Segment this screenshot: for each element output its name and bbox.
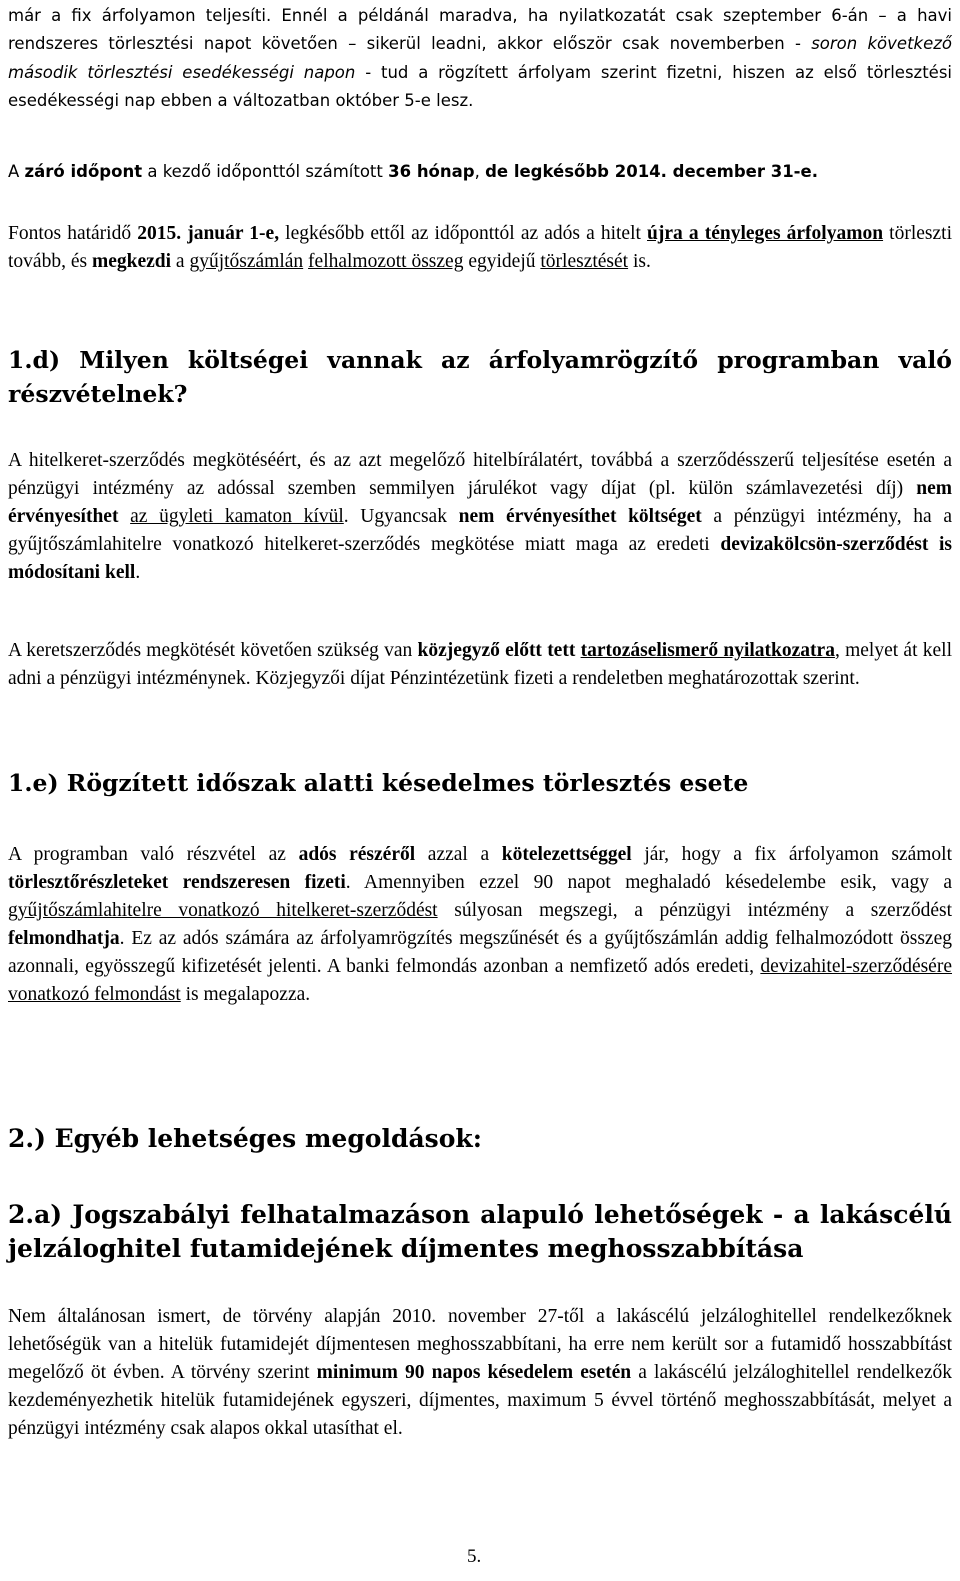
paragraph-late-payment: A programban való részvétel az adós részéről azzal a kötelezettséggel jár, hogy a fix árfolyamon számolt törlesztőrészleteket rendszeresen fizeti. Amennyiben ezzel 90 napot meghaladó késedelembe esik, vagy a gyűjtőszámlahitelre vonatkozó hitelkeret-szerződést súlyosan megszegi, a pénzügyi intézmény a szerződést felmondhatja. Ez az adós számára az árfolyamrögzítés megszűnését és a gyűjtőszámlán addig felhalmozódott összeg azonnali, egyösszegű kifizetését jelenti. A banki felmondás azonban a nemfizető adós eredeti, devizahitel-szerződésére vonatkozó felmondást is megalapozza. — [8, 844, 953, 1005]
section-heading-2a: 2.a) Jogszabályi felhatalmazáson alapuló lehetőségek - a lakáscélú jelzáloghitel futamidejének díjmentes meghosszabbítása — [8, 1200, 952, 1263]
paragraph-costs: A hitelkeret-szerződés megkötéséért, és az azt megelőző hitelbírálatért, továbbá a szerződésszerű teljesítése esetén a pénzügyi intézmény az adóssal szemben semmilyen járulékot vagy díjat (pl. külön számlavezetési díj) nem érvényesíthet az ügyleti kamaton kívül. Ugyancsak nem érvényesíthet költséget a pénzügyi intézmény, ha a gyűjtőszámlahitelre vonatkozó hitelkeret-szerződés megkötése miatt maga az eredeti devizakölcsön-szerződést is módosítani kell. — [8, 450, 953, 583]
paragraph-end-date: A záró időpont a kezdő időponttól számított 36 hónap, de legkésőbb 2014. december 31-e. — [8, 162, 818, 181]
paragraph-term-extension: Nem általánosan ismert, de törvény alapján 2010. november 27-től a lakáscélú jelzáloghitellel rendelkezőknek lehetőségük van a hitelük futamidejét díjmentesen meghosszabbítani, ha erre nem került sor a futamidő hosszabbítást megelőző öt évben. A törvény szerint minimum 90 napos késedelem esetén a lakáscélú jelzáloghitellel rendelkezők kezdeményezhetik hitelük futamidejének egyszeri, díjmentes, maximum 5 évvel történő meghosszabbítását, melyet a pénzügyi intézmény csak alapos okkal utasíthat el. — [8, 1306, 952, 1439]
paragraph-deadline-example: már a fix árfolyamon teljesíti. Ennél a példánál maradva, ha nyilatkozatát csak szeptember 6-án – a havi rendszeres törlesztési napot követően – sikerül leadni, akkor először csak novemberben - soron következő második törlesztési esedékességi napon - tud a rögzített árfolyam szerint fizetni, hiszen az első törlesztési esedékességi nap ebben a változatban október 5-e lesz. — [8, 6, 953, 111]
section-heading-1e: 1.e) Rögzített időszak alatti késedelmes törlesztés esete — [8, 769, 749, 797]
paragraph-important-deadline: Fontos határidő 2015. január 1-e, legkésőbb ettől az időponttól az adós a hitelt újra a tényleges árfolyamon törleszti tovább, és megkezdi a gyűjtőszámlán felhalmozott összeg egyidejű törlesztését is. — [8, 223, 952, 272]
section-heading-2: 2.) Egyéb lehetséges megoldások: — [8, 1124, 482, 1153]
section-heading-1d: 1.d) Milyen költségei vannak az árfolyamrögzítő programban való részvételnek? — [8, 346, 952, 408]
paragraph-notary: A keretszerződés megkötését követően szükség van közjegyző előtt tett tartozáselismerő nyilatkozatra, melyet át kell adni a pénzügyi intézménynek. Közjegyzői díjat Pénzintézetünk fizeti a rendeletben meghatározottak szerint. — [8, 640, 952, 689]
page-number: 5. — [467, 1546, 482, 1567]
